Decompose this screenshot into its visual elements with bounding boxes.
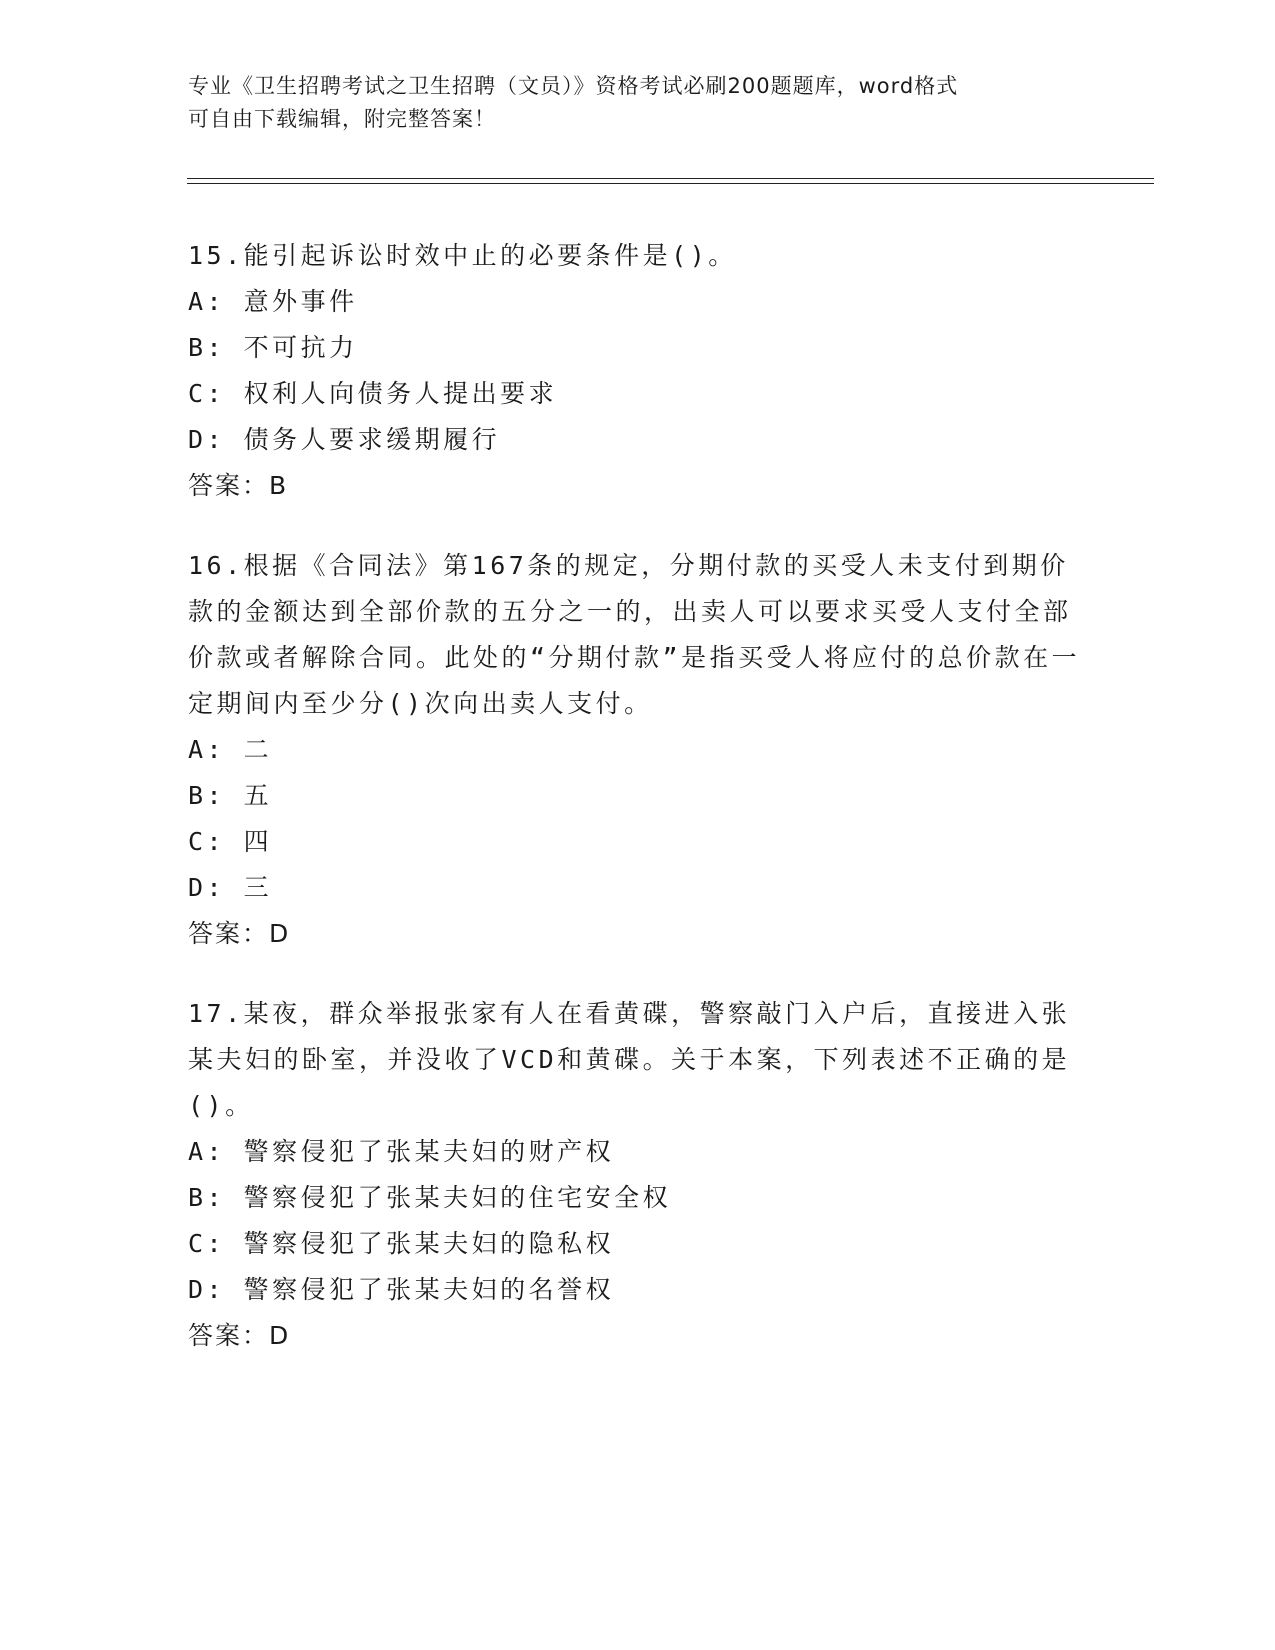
- question-stem: 17.某夜，群众举报张家有人在看黄碟，警察敲门入户后，直接进入张某夫妇的卧室，并没收了VCD和黄碟。关于本案，下列表述不正确的是()。: [188, 999, 1071, 1120]
- option-d: D: 债务人要求缓期履行: [188, 425, 501, 454]
- option-a: A: 警察侵犯了张某夫妇的财产权: [188, 1137, 615, 1166]
- option-c: C: 四: [188, 827, 273, 856]
- answer-line: 答案：B: [188, 471, 289, 500]
- option-b: B: 五: [188, 781, 273, 810]
- document-header: [188, 70, 1088, 136]
- option-d: D: 警察侵犯了张某夫妇的名誉权: [188, 1275, 615, 1304]
- option-c: C: 警察侵犯了张某夫妇的隐私权: [188, 1229, 615, 1258]
- option-c: C: 权利人向债务人提出要求: [188, 379, 558, 408]
- header-line-1: 专业《卫生招聘考试之卫生招聘（文员）》资格考试必刷200题题库，word格式: [188, 74, 959, 98]
- answer-line: 答案：D: [188, 919, 291, 948]
- question-16: [188, 543, 1088, 957]
- option-a: A: 二: [188, 735, 273, 764]
- header-divider-top: [187, 178, 1154, 179]
- option-b: B: 警察侵犯了张某夫妇的住宅安全权: [188, 1183, 672, 1212]
- answer-line: 答案：D: [188, 1321, 291, 1350]
- question-15: [188, 233, 1088, 509]
- option-b: B: 不可抗力: [188, 333, 358, 362]
- header-line-2: 可自由下载编辑，附完整答案！: [188, 107, 496, 131]
- question-list: [188, 233, 1088, 1393]
- option-d: D: 三: [188, 873, 273, 902]
- question-stem: 16.根据《合同法》第167条的规定，分期付款的买受人未支付到期价款的金额达到全部价款的五分之一的，出卖人可以要求买受人支付全部价款或者解除合同。此处的“分期付款”是指买受人将应付的总价款在一定期间内至少分()次向出卖人支付。: [188, 551, 1081, 718]
- option-a: A: 意外事件: [188, 287, 358, 316]
- question-17: [188, 991, 1088, 1359]
- header-divider-bottom: [187, 183, 1154, 184]
- question-stem: 15.能引起诉讼时效中止的必要条件是()。: [188, 241, 737, 270]
